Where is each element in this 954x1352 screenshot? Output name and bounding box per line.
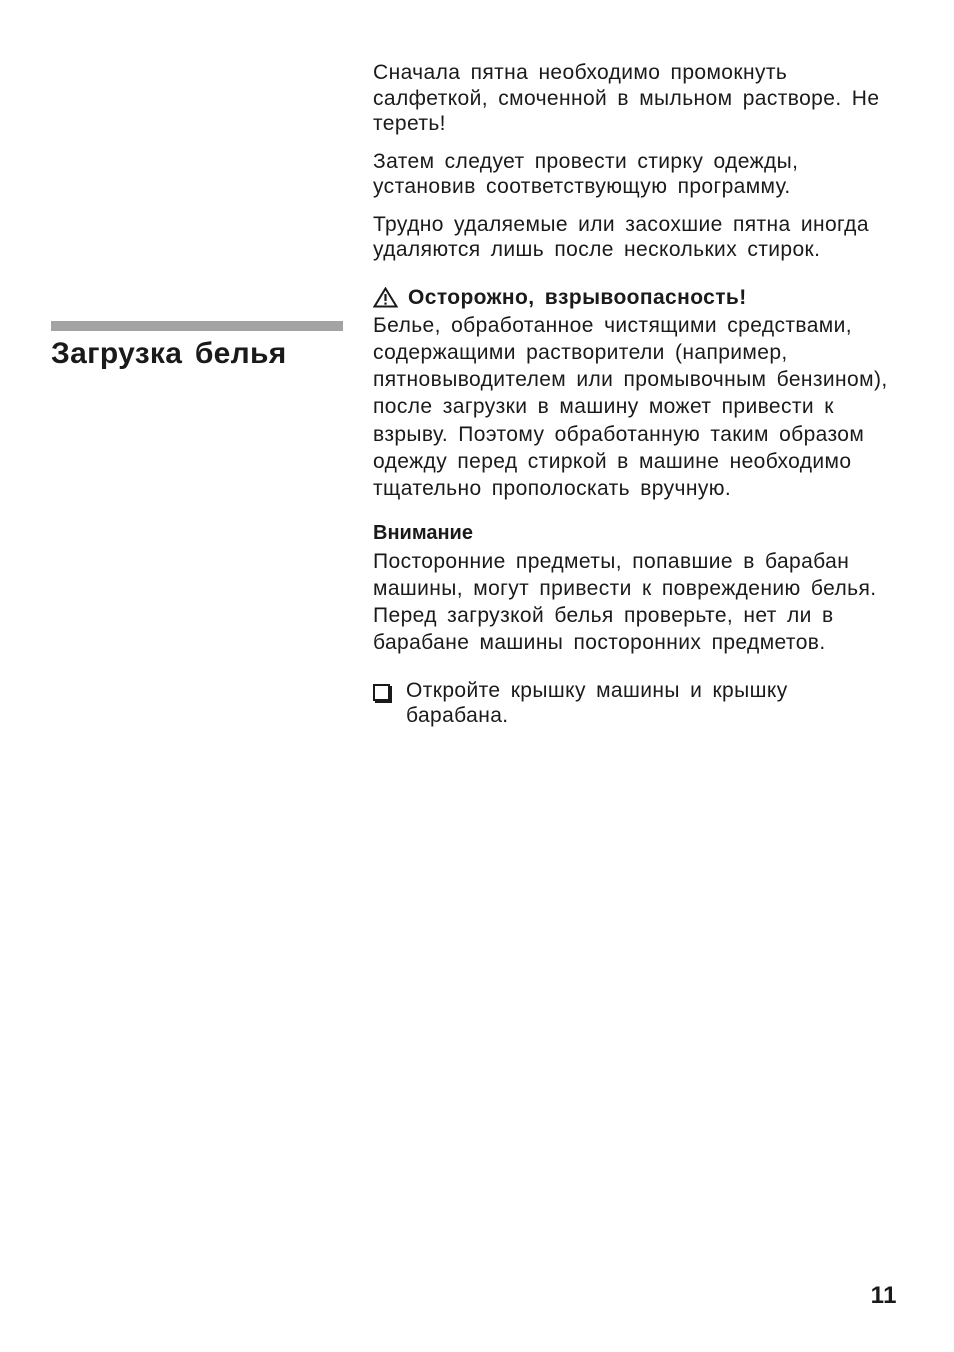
section-divider <box>51 321 343 331</box>
step-text: Откройте крышку машины и крышку барабана. <box>406 678 788 728</box>
warning-text: Белье, обработанное чистящими средствами, содержащими растворители (например, пятновыводителем или промывочным бензином), после загрузки в машину может привести к взрыву. Поэтому обработанную таким образом одежду перед стиркой в машине необходимо тщательно прополоскать вручную. <box>373 313 888 501</box>
checkbox-icon <box>373 684 390 701</box>
main-column <box>373 60 895 729</box>
attention-note <box>373 520 895 656</box>
intro-paragraph-3: Трудно удаляемые или засохшие пятна иногда удаляются лишь после нескольких стирок. <box>373 212 869 261</box>
warning-triangle-icon <box>373 287 398 308</box>
intro-paragraph-2: Затем следует провести стирку одежды, установив соответствующую программу. <box>373 149 799 198</box>
attention-text: Посторонние предметы, попавшие в барабан машины, могут привести к повреждению белья. Перед загрузкой белья проверьте, нет ли в барабане машины посторонних предметов. <box>373 549 877 654</box>
step-item <box>373 678 895 729</box>
explosion-warning <box>373 284 895 503</box>
warning-heading: Осторожно, взрывоопасность! <box>408 285 747 309</box>
warning-heading-row <box>373 284 895 311</box>
page-number: 11 <box>870 1282 897 1309</box>
section-title: Загрузка белья <box>51 337 287 370</box>
intro-paragraph-1: Сначала пятна необходимо промокнуть салфеткой, смоченной в мыльном растворе. Не тереть! <box>373 61 880 135</box>
attention-heading: Внимание <box>373 521 473 544</box>
